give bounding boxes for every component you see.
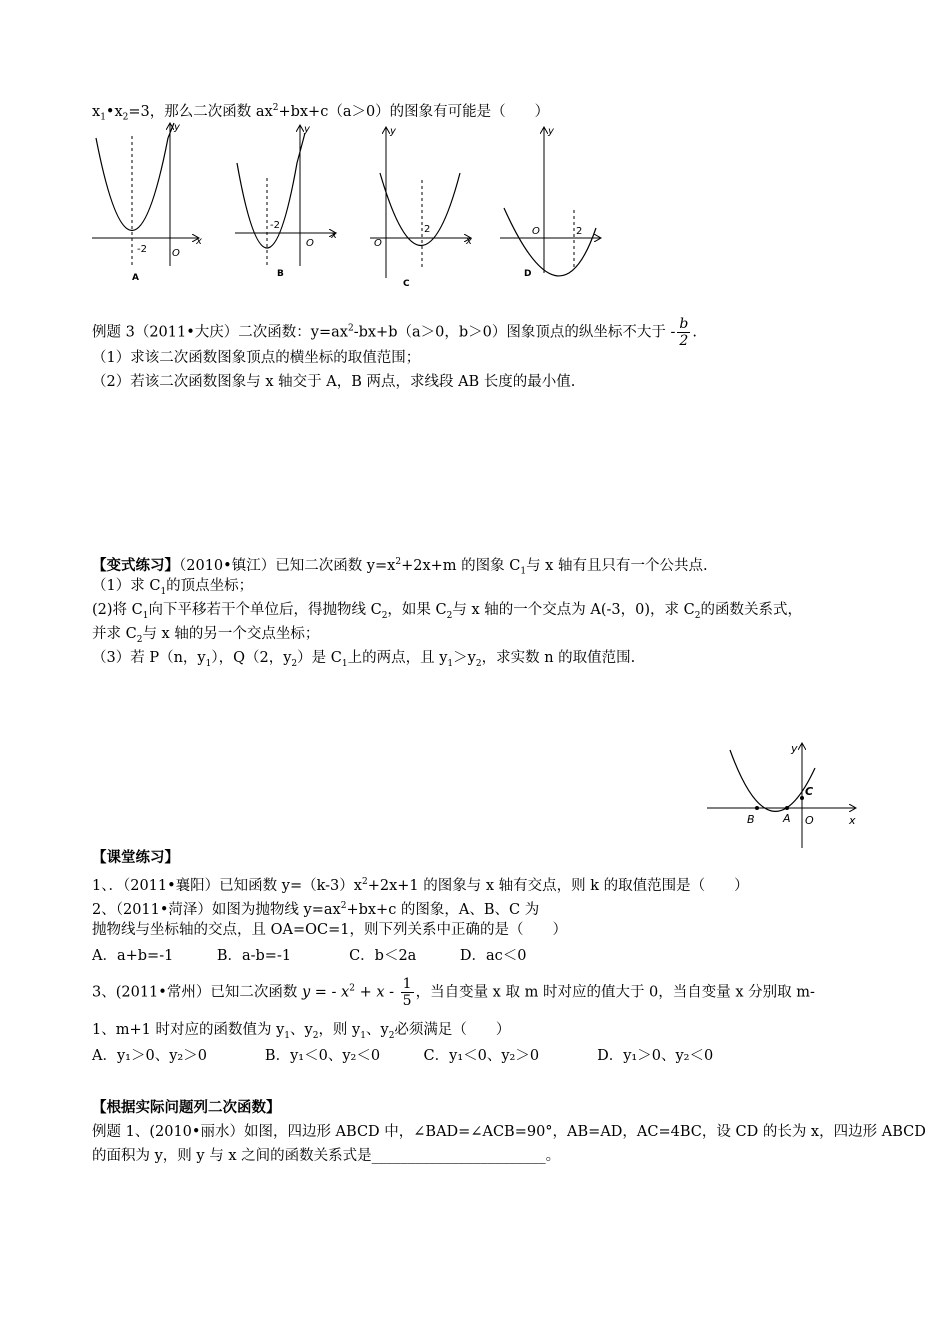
classwork-heading: 【课堂练习】: [92, 850, 179, 866]
svg-text:-2: -2: [137, 244, 147, 255]
classwork-problem-3-options: A．y₁＞0、y₂＞0 B．y₁＜0、y₂＜0 C．y₁＜0、y₂＞0 D．y₁＞0、y₂＜0: [92, 1048, 714, 1064]
graph-d: [500, 126, 600, 279]
svg-text:O: O: [172, 248, 180, 259]
variant-line-1: 【变式练习】（2010•镇江）已知二次函数 $y=x^2+2x+m$ 的图象 $C_1$与 x 轴有且只有一个公共点.: [92, 557, 708, 577]
svg-text:y: y: [548, 126, 554, 137]
variant-line-4: 并求 $C_2$与 x 轴的另一个交点坐标；: [92, 626, 320, 645]
svg-text:x: x: [196, 236, 202, 247]
variant-line-5: （3）若 P（n，$y_1$），Q（2，$y_2$）是 $C_1$上的两点，且 $y_1>y_2$，求实数 n 的取值范围.: [92, 650, 636, 669]
svg-text:2: 2: [424, 224, 431, 235]
example3-q2: （2）若该二次函数图象与 x 轴交于 A，B 两点，求线段 AB 长度的最小值.: [92, 374, 576, 390]
classwork-problem-3-cont: 1、m+1 时对应的函数值为 $y_1$、$y_2$，则 $y_1$、$y_2$必须满足（ ）: [92, 1022, 511, 1041]
svg-text:x: x: [849, 814, 856, 827]
real-problems-heading: 【根据实际问题列二次函数】: [92, 1100, 281, 1116]
svg-text:O: O: [306, 238, 314, 249]
graph-label-c: C: [403, 279, 410, 288]
graph-label-a: A: [132, 273, 139, 283]
real-example-1: 例题 1、(2010•丽水）如图，四边形 ABCD 中，∠BAD=∠ACB=90°，AB=AD，AC=4BC，设 CD 的长为 x，四边形 ABCD: [92, 1124, 926, 1140]
svg-text:y: y: [390, 126, 396, 137]
point-b: [755, 806, 759, 810]
graph-a: [92, 122, 202, 283]
classwork-problem-2: 2、（2011•菏泽）如图为抛物线 $y=ax^2+bx+c$ 的图象，A、B、C 为: [92, 901, 540, 918]
svg-text:x: x: [466, 236, 472, 247]
graph-b: [235, 124, 337, 279]
graph-c: [370, 126, 472, 288]
variant-line-3: (2)将 $C_1$向下平移若干个单位后，得抛物线 $C_2$，如果 $C_2$与 x 轴的一个交点为 A(-3，0)，求 $C_2$的函数关系式，: [92, 602, 802, 621]
fraction-b-over-2: $\frac{b}{2}$: [679, 316, 689, 349]
point-c: [800, 796, 804, 800]
svg-text:O: O: [374, 238, 382, 249]
example3-title: 例题 3（2011•大庆）二次函数：$y=ax^2-bx+b(a>0$，b＞0）图象顶点的纵坐标不大于 - $\frac{b}{2}$ .: [92, 316, 697, 349]
classwork-problem-2-cont: 抛物线与坐标轴的交点，且 OA=OC=1，则下列关系中正确的是（ ）: [92, 922, 567, 938]
classwork-problem-3: 3、(2011•常州）已知二次函数 y = - $x^2 + x$ - $\frac{1}{5}$ ，当自变量 x 取 m 时对应的值大于 0，当自变量 x 分别取 m-: [92, 976, 815, 1009]
parabola-graph: [705, 738, 865, 850]
option-graphs: [90, 118, 610, 288]
real-example-1-cont: 的面积为 y，则 y 与 x 之间的函数关系式是________________________。: [92, 1148, 561, 1164]
svg-text:B: B: [747, 813, 755, 826]
graph-label-b: B: [277, 269, 284, 279]
classwork-problem-2-options: A．a+b=-1 B．a-b=-1 C．b＜2a D．ac＜0: [92, 948, 527, 964]
graph-label-d: D: [524, 269, 532, 279]
svg-text:x: x: [331, 230, 337, 241]
point-a: [785, 806, 789, 810]
svg-text:2: 2: [576, 226, 583, 237]
svg-text:y: y: [304, 124, 310, 135]
example3-q1: （1）求该二次函数图象顶点的横坐标的取值范围；: [92, 350, 421, 366]
svg-text:O: O: [532, 226, 540, 237]
svg-text:-2: -2: [270, 220, 280, 231]
svg-text:O: O: [805, 814, 814, 827]
variant-heading: 【变式练习】: [92, 557, 179, 574]
variant-line-2: （1）求 $C_1$的顶点坐标；: [92, 578, 254, 597]
question-intro: $x_1•x_2=3$，那么二次函数 $ax^2+bx+c(a>0)$的图象有可能是（ ）: [92, 103, 550, 123]
svg-text:A: A: [783, 812, 791, 825]
classwork-problem-1: 1、．（2011•襄阳）已知函数 $y=(k-3)x^2+2x+1$ 的图象与 x 轴有交点，则 k 的取值范围是（ ）: [92, 877, 749, 894]
svg-text:C: C: [805, 785, 814, 798]
svg-text:y: y: [174, 122, 180, 133]
svg-text:y: y: [791, 742, 798, 755]
fraction-1-over-5: $\frac{1}{5}$: [402, 976, 412, 1009]
